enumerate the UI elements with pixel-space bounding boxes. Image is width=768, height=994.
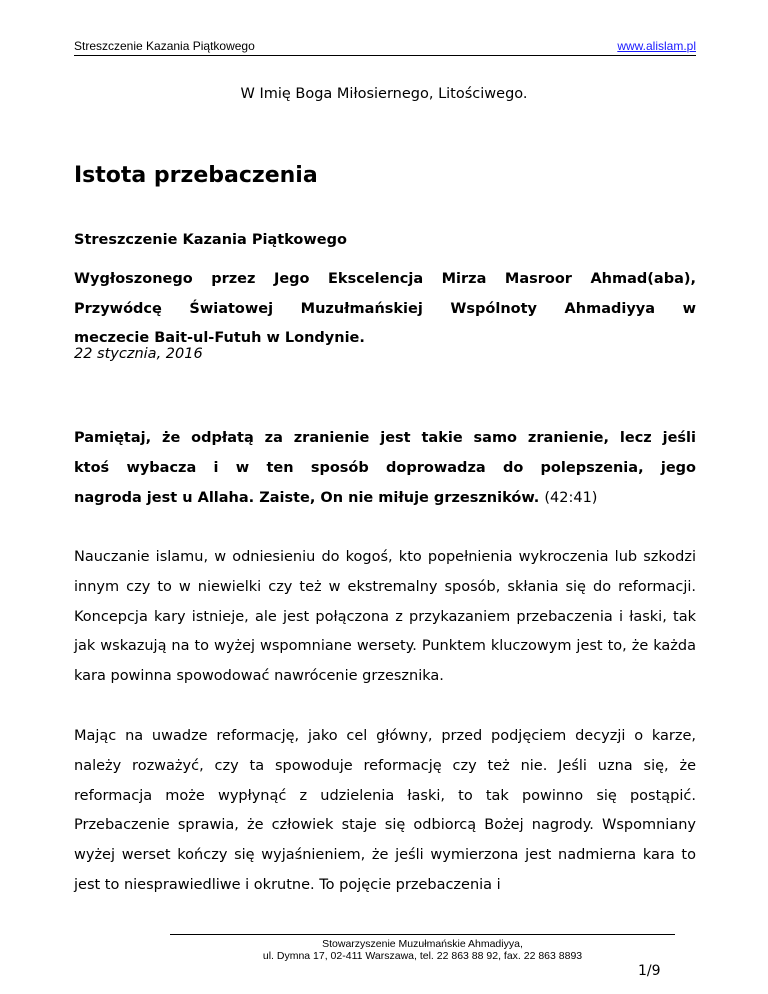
page-title: Istota przebaczenia <box>74 163 318 188</box>
page-number: 1/9 <box>638 963 661 979</box>
quote-line-1: Pamiętaj, że odpłatą za zranienie jest takie samo zranienie, lecz jeśli <box>74 430 696 446</box>
quote-line-2: ktoś wybacza i w ten sposób doprowadza do polepszenia, jego <box>74 459 696 476</box>
basmala: W Imię Boga Miłosiernego, Litościwego. <box>240 86 528 102</box>
speaker-line-3: meczecie Bait-ul-Futuh w Londynie. <box>74 330 365 346</box>
quran-quote <box>74 424 696 513</box>
page-footer <box>170 934 675 962</box>
subtitle: Streszczenie Kazania Piątkowego <box>74 232 347 248</box>
footer-organization: Stowarzyszenie Muzułmańskie Ahmadiyya, <box>322 938 523 950</box>
sermon-date: 22 stycznia, 2016 <box>74 346 203 362</box>
speaker-line-1: Wygłoszonego przez Jego Ekscelencja Mirza Masroor Ahmad(aba), <box>74 271 696 287</box>
footer-address: ul. Dymna 17, 02-411 Warszawa, tel. 22 863 88 92, fax. 22 863 8893 <box>262 950 583 962</box>
page-header <box>74 39 696 56</box>
paragraph-2: Mając na uwadze reformację, jako cel główny, przed podjęciem decyzji o karze, należy rozważyć, czy ta spowoduje reformację czy też nie. Jeśli uzna się, że reformacja może wypłynąć z udzielenia łaski, to tak powinno się postąpić. Przebaczenie sprawia, że człowiek staje się odbiorcą Bożej nagrody. Wspomniany wyżej werset kończy się wyjaśnieniem, że jeśli wymierzona jest nadmierna kara to jest to niesprawiedliwe i okrutne. To pojęcie przebaczenia i <box>74 728 696 893</box>
header-website-link[interactable]: www.alislam.pl <box>617 39 696 53</box>
quote-line-3: nagroda jest u Allaha. Zaiste, On nie miłuje grzeszników. <box>74 489 540 506</box>
quote-reference: (42:41) <box>544 489 598 506</box>
speaker-info <box>74 265 696 354</box>
header-title: Streszczenie Kazania Piątkowego <box>74 39 255 53</box>
speaker-line-2: Przywódcę Światowej Muzułmańskiej Wspólnoty Ahmadiyya w <box>74 300 696 317</box>
paragraph-1: Nauczanie islamu, w odniesieniu do kogoś, kto popełnienia wykroczenia lub szkodzi innym czy to w niewielki czy też w ekstremalny sposób, skłania się do reformacji. Koncepcja kary istnieje, ale jest połączona z przykazaniem przebaczenia i łaski, tak jak wskazują na to wyżej wspomniane wersety. Punktem kluczowym jest to, że każda kara powinna spowodować nawrócenie grzesznika. <box>74 549 696 685</box>
